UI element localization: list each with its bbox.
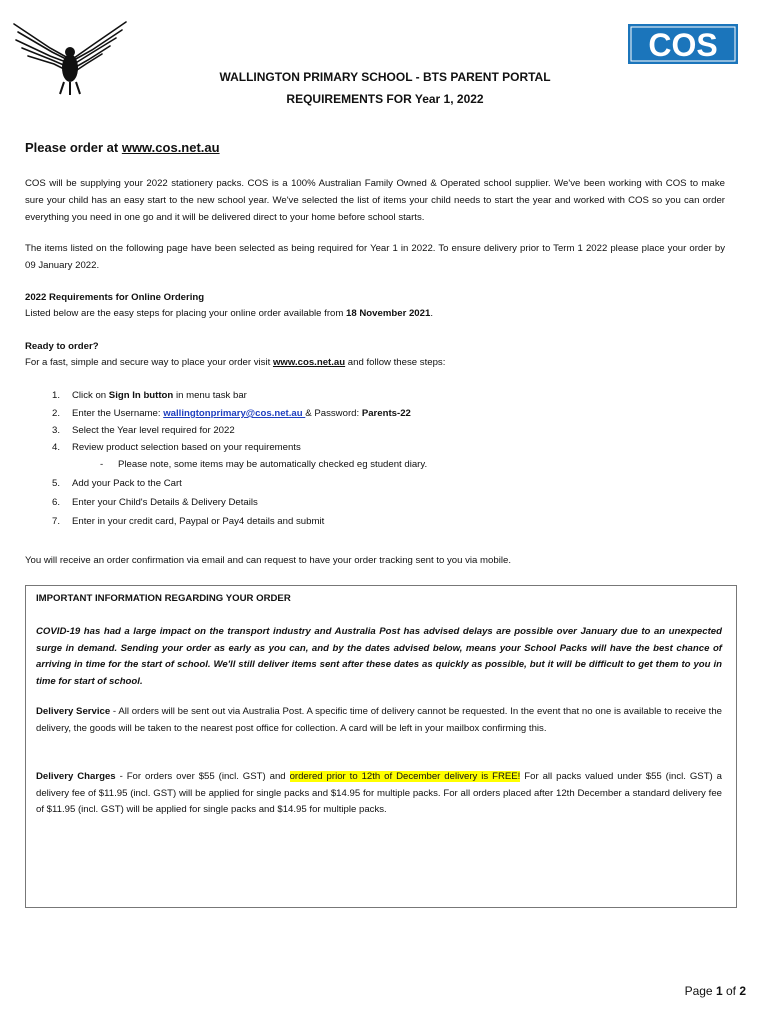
delivery-service-paragraph [36, 704, 722, 737]
ready-url-link[interactable]: www.cos.net.au [272, 357, 346, 368]
order-heading [25, 140, 220, 155]
step-1-pre: Click on [72, 390, 109, 401]
covid-notice: COVID-19 has had a large impact on the transport industry and Australia Post has advised delays are possible over January due to an unexpected surge in demand. Sending your order as early as you can, and by the dates advised below, means your School Packs will have the best chance of arriving in time for the start of school. We'll still deliver items sent after these dates as quickly as possible, but it will be difficult to get them to you in time for start of school. [36, 626, 722, 687]
step-6 [52, 497, 258, 508]
delivery-charges-pre: - For orders over $55 (incl. GST) and [115, 771, 290, 782]
step-2 [52, 408, 411, 419]
requirements-text-prefix: Listed below are the easy steps for placing your online order available from [25, 308, 347, 319]
step-6-text: Enter your Child's Details & Delivery Details [72, 497, 258, 508]
step-number: 2. [52, 408, 61, 419]
school-eagle-logo [10, 18, 130, 96]
step-number: 4. [52, 442, 61, 453]
requirements-text [25, 308, 433, 319]
document-title: WALLINGTON PRIMARY SCHOOL - BTS PARENT PORTAL [219, 70, 551, 84]
ready-text [25, 357, 445, 368]
requirements-text-suffix: . [430, 308, 433, 319]
step-7 [52, 516, 324, 527]
step-2-pre: Enter the Username: [72, 408, 164, 419]
username-email-link[interactable]: wallingtonprimary@cos.net.au [163, 408, 306, 419]
delivery-charges-post: For all packs valued under $55 (incl. GST) a delivery fee of $11.95 (incl. GST) will be applied for single packs and $14.95 for multiple packs. For all orders placed after 12th December a standard delivery fee of $11.95 (incl. GST) will be applied for single packs and $14.95 for multiple packs. [36, 771, 723, 815]
step-1-post: in menu task bar [173, 390, 247, 401]
step-3-text: Select the Year level required for 2022 [72, 425, 235, 436]
delivery-service-text: - All orders will be sent out via Australia Post. A specific time of delivery cannot be requested. In the event that no one is available to receive the delivery, the goods will be taken to the nearest post office for collection. A card will be left in your mailbox confirming this. [36, 706, 722, 734]
order-heading-url[interactable]: www.cos.net.au [121, 140, 220, 155]
step-3 [52, 425, 235, 436]
ready-heading: Ready to order? [25, 341, 99, 352]
requirements-date: 18 November 2021 [346, 308, 431, 319]
step-4-note [100, 459, 427, 470]
step-1 [52, 390, 247, 401]
intro-paragraph-2: The items listed on the following page have been selected as being required for Year 1 in 2022. To ensure delivery prior to Term 1 2022 please place your order by 09 January 2022. [25, 243, 725, 271]
step-4-text: Review product selection based on your requirements [72, 442, 301, 453]
delivery-service-label: Delivery Service [36, 706, 111, 717]
page-word: Page [684, 984, 716, 998]
step-number: 3. [52, 425, 61, 436]
intro-paragraph-1: COS will be supplying your 2022 stationery packs. COS is a 100% Australian Family Owned & Operated school supplier. We've been working with COS to make sure your child has an easy start to the new school year. We've selected the list of items your child needs to start the year and worked with COS so you can order everything you need in one go and it will be delivered direct to your home before school starts. [25, 178, 725, 223]
step-4-note-text: Please note, some items may be automatically checked eg student diary. [118, 459, 428, 470]
page-number [685, 984, 746, 998]
step-4 [52, 442, 301, 453]
step-number: 1. [52, 390, 61, 401]
important-info-box [25, 585, 737, 908]
confirmation-text: You will receive an order confirmation via email and can request to have your order tracking sent to you via mobile. [25, 555, 511, 566]
step-number: 7. [52, 516, 61, 527]
order-heading-prefix: Please order at [25, 140, 122, 155]
step-number: 6. [52, 497, 61, 508]
cos-logo [628, 24, 738, 64]
step-2-mid: & Password: [305, 408, 362, 419]
password-value: Parents-22 [361, 408, 411, 419]
requirements-heading: 2022 Requirements for Online Ordering [25, 292, 205, 303]
ready-text-prefix: For a fast, simple and secure way to place your order visit [25, 357, 273, 368]
step-7-text: Enter in your credit card, Paypal or Pay4 details and submit [72, 516, 325, 527]
step-number: 5. [52, 478, 61, 489]
note-dash: - [100, 459, 104, 470]
page-current: 1 [715, 984, 723, 998]
cos-logo-text: COS [648, 27, 718, 63]
free-delivery-highlight: ordered prior to 12th of December delivery is FREE! [289, 771, 521, 782]
ready-text-suffix: and follow these steps: [345, 357, 446, 368]
step-1-bold: Sign In button [108, 390, 174, 401]
document-subtitle: REQUIREMENTS FOR Year 1, 2022 [286, 92, 484, 106]
delivery-charges-label: Delivery Charges [36, 771, 116, 782]
page-of-word: of [722, 984, 740, 998]
step-5-text: Add your Pack to the Cart [72, 478, 182, 489]
delivery-charges-paragraph [36, 769, 722, 819]
important-info-heading: IMPORTANT INFORMATION REGARDING YOUR ORDER [36, 593, 291, 604]
step-5 [52, 478, 182, 489]
page-total: 2 [739, 984, 746, 998]
